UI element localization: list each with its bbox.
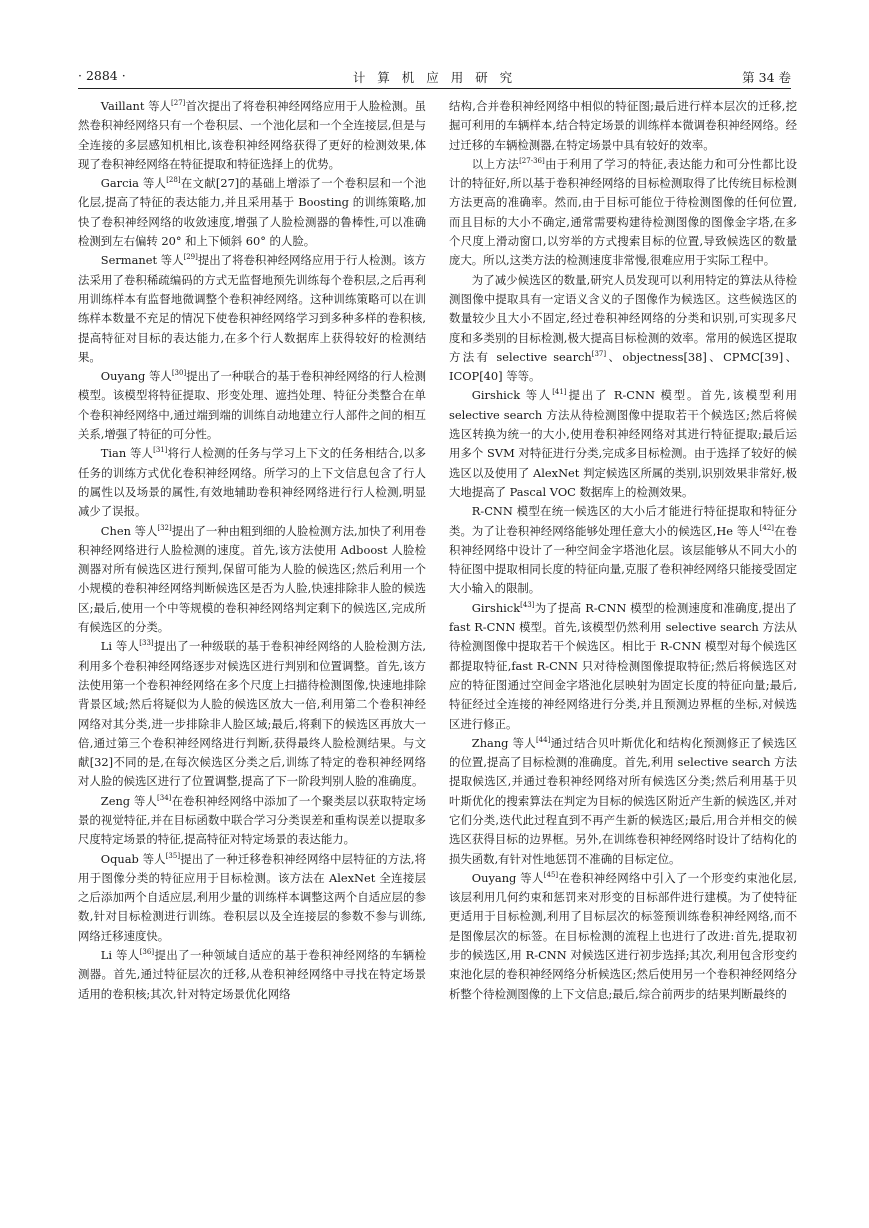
page-number: · 2884 · [78,68,126,83]
citation-ref: [32] [157,523,172,532]
paragraph: Garcia 等人[28]在文献[27]的基础上增添了一个卷积层和一个池化层,提高了特征的表达能力,并且采用基于 Boosting 的训练策略,加快了卷积神经网络的收敛速度,增强了人脸检测器的鲁棒性,可以准确检测到左右偏转 20° 和上下倾斜 60° 的人脸。 [78,176,426,249]
citation-ref: [44] [535,735,551,744]
paragraph: 为了减少候选区的数量,研究人员发现可以利用特定的算法从待检测图像中提取具有一定语义含义的子图像作为候选区。这些候选区的数量较少且大小不固定,经过卷积神经网络的分类和识别,可实现多尺度和多类别的目标检测,极大提高目标检测的效率。常用的候选区提取方法有 selective search[37]、objectness[38]、CPMC[39]、ICOP[40] 等等。 [449,272,798,384]
paragraph: R-CNN 模型在统一候选区的大小后才能进行特征提取和特征分类。为了让卷积神经网络能够处理任意大小的候选区,He 等人[42]在卷积神经网络中设计了一种空间金字塔池化层。该层能够从不同大小的特征图中提取相同长度的特征向量,克服了卷积神经网络只能接受固定大小输入的限制。 [449,504,797,596]
paragraph: Tian 等人[31]将行人检测的任务与学习上下文的任务相结合,以多任务的训练方式优化卷积神经网络。所学习的上下文信息包含了行人的属性以及场景的属性,有效地辅助卷积神经网络进行行人检测,明显减少了误报。 [78,446,426,519]
citation-ref: [27-36] [519,156,545,165]
paragraph: Li 等人[36]提出了一种领域自适应的基于卷积神经网络的车辆检测器。首先,通过特征层次的迁移,从卷积神经网络中寻找在特定场景适用的卷积核;其次,针对特定场景优化网络 [78,948,426,1001]
citation-ref: [27] [171,99,186,107]
paragraph: Girshick 等人[41]提出了 R-CNN 模型。首先,该模型利用 selective search 方法从待检测图像中提取若干个候选区;然后将候选区转换为统一的大小,使用卷积神经网络对其进行特征提取;最后运用多个 SVM 对特征进行分类,完成多目标检测。由于选择了较好的候选区以及使用了 AlexNet 判定候选区所属的类别,识别效果非常好,极大地提高了 Pascal VOC 数据库上的检测效果。 [449,388,798,499]
citation-ref: [41] [552,388,567,397]
right-column [449,97,797,1004]
paragraph: Zhang 等人[44]通过结合贝叶斯优化和结构化预测修正了候选区的位置,提高了目标检测的准确度。首先,利用 selective search 方法提取候选区,并通过卷积神经网络对所有候选区分类;然后利用基于贝叶斯优化的搜索算法在判定为目标的候选区附近产生新的候选区,并对它们分类,迭代此过程直到不再产生新的候选区;最后,用合并相交的候选区获得目标的边界框。另外,在训练卷积神经网络时设计了结构化的损失函数,有针对性地惩罚不准确的目标定位。 [449,735,797,866]
journal-title: 计 算 机 应 用 研 究 [352,70,517,85]
citation-ref: [43] [520,600,535,609]
paragraph: Sermanet 等人[29]提出了将卷积神经网络应用于行人检测。该方法采用了卷积稀疏编码的方式无监督地预先训练每个卷积层,之后再利用训练样本有监督地微调整个卷积神经网络。这种训练策略可以在训练样本数量不充足的情况下使卷积神经网络学习到多种多样的卷积核,提高特征对目标的表达能力,在多个行人数据库上获得较好的检测结果。 [78,253,426,364]
paragraph: 以上方法[27-36]由于利用了学习的特征,表达能力和可分性都比设计的特征好,所以基于卷积神经网络的目标检测取得了比传统目标检测方法更高的准确率。然而,由于目标可能位于待检测图像的任何位置,而且目标的大小不确定,通常需要构建待检测图像的图像金字塔,在多个尺度上滑动窗口,以穷举的方式搜索目标的位置,导致候选区的数量庞大。所以,这类方法的检测速度非常慢,很难应用于实际工程中。 [449,156,797,268]
volume-number: 第 34 卷 [742,70,791,85]
running-header [78,66,791,89]
paragraph: Ouyang 等人[30]提出了一种联合的基于卷积神经网络的行人检测模型。该模型将特征提取、形变处理、遮挡处理、特征分类整合在单个卷积神经网络中,通过端到端的训练自动地建立行人部件之间的相互关系,增强了特征的可分性。 [78,369,426,442]
citation-ref: [36] [139,948,155,957]
paragraph: Girshick[43]为了提高 R-CNN 模型的检测速度和准确度,提出了 fast R-CNN 模型。首先,该模型仍然利用 selective search 方法从待检测图像中提取若干个候选区。相比于 R-CNN 模型对每个候选区都提取特征,fast R-CNN 只对待检测图像提取特征;然后将候选区对应的特征图通过空间金字塔池化层映射为固定长度的特征向量;最后,特征经过全连接的神经网络进行分类,并且预测边界框的坐标,对候选区进行修正。 [449,600,797,731]
citation-ref: [35] [165,851,181,860]
paragraph: Ouyang 等人[45]在卷积神经网络中引入了一个形变约束池化层,该层利用几何约束和惩罚来对形变的目标部件进行建模。为了使特征更适用于目标检测,利用了目标层次的标签预训练卷积神经网络,而不是图像层次的标签。在目标检测的流程上也进行了改进:首先,提取初步的候选区,用 R-CNN 对候选区进行初步选择;其次,利用包含形变约束池化层的卷积神经网络分析候选区;然后使用另一个卷积神经网络分析整个待检测图像的上下文信息;最后,综合前两步的结果判断最终的 [449,870,798,1001]
citation-ref: [31] [153,446,168,455]
paragraph: Li 等人[33]提出了一种级联的基于卷积神经网络的人脸检测方法,利用多个卷积神经网络逐步对候选区进行判别和位置调整。首先,该方法使用第一个卷积神经网络在多个尺度上扫描待检测图像,快速地排除背景区域;然后将疑似为人脸的候选区放大一倍,利用第二个卷积神经网络对其分类,进一步排除非人脸区域;最后,将剩下的候选区再放大一倍,通过第三个卷积神经网络进行判断,获得最终人脸检测结果。与文献[32]不同的是,在每次候选区分类之后,训练了特定的卷积神经网络对人脸的候选区进行了位置调整,提高了下一阶段判别人脸的准确度。 [78,639,427,789]
citation-ref: [42] [759,523,775,532]
citation-ref: [34] [157,793,172,802]
citation-ref: [29] [183,253,198,262]
paragraph: Oquab 等人[35]提出了一种迁移卷积神经网络中层特征的方法,将用于图像分类的特征应用于目标检测。该方法在 AlexNet 全连接层之后添加两个自适应层,利用少量的训练样本调整这两个自适应层的参数,针对目标检测进行训练。卷积层以及全连接层的参数不参与训练,网络迁移速度快。 [78,851,427,943]
citation-ref: [30] [171,369,187,378]
citation-ref: [33] [139,639,154,648]
paragraph: Zeng 等人[34]在卷积神经网络中添加了一个聚类层以获取特定场景的视觉特征,并在目标函数中联合学习分类误差和重构误差以提取多尺度特定场景的特征,提高特征对特定场景的表达能力。 [78,793,426,847]
paragraph-continued: 结构,合并卷积神经网络中相似的特征图;最后进行样本层次的迁移,挖掘可利用的车辆样本,结合特定场景的训练样本微调卷积神经网络。经过迁移的车辆检测器,在特定场景中具有较好的效率。 [449,99,797,152]
left-column [78,97,426,1004]
paragraph: Vaillant 等人[27]首次提出了将卷积神经网络应用于人脸检测。虽然卷积神经网络只有一个卷积层、一个池化层和一个全连接层,但是与全连接的多层感知机相比,该卷积神经网络获得了更好的检测效果,体现了卷积神经网络在特征提取和特征选择上的优势。 [78,99,426,171]
paragraph: Chen 等人[32]提出了一种由粗到细的人脸检测方法,加快了利用卷积神经网络进行人脸检测的速度。首先,该方法使用 Adboost 人脸检测器对所有候选区进行预判,保留可能为人脸的候选区;然后利用一个小规模的卷积神经网络判断候选区是否为人脸,快速排除非人脸的候选区;最后,使用一个中等规模的卷积神经网络判定剩下的候选区,完成所有候选区的分类。 [78,523,427,635]
citation-ref: [45] [543,870,559,879]
citation-ref: [37] [591,349,607,358]
citation-ref: [28] [166,176,181,185]
